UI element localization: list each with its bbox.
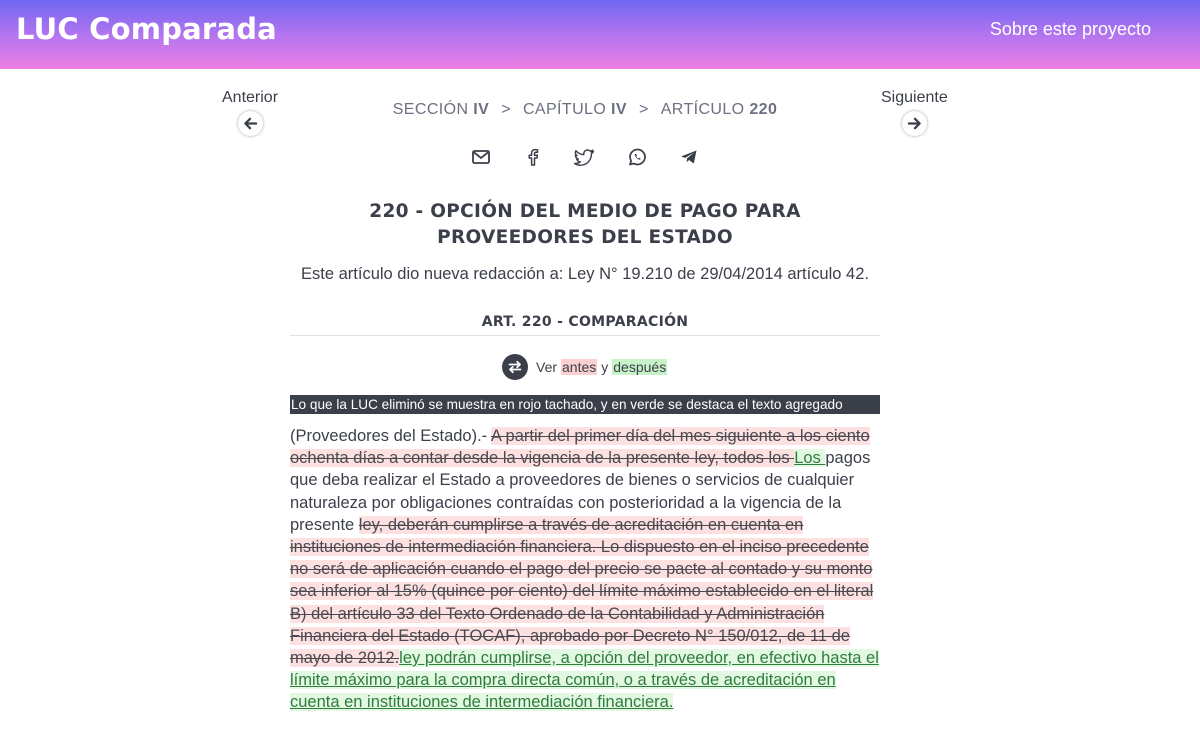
- view-toggle: [502, 354, 667, 380]
- breadcrumb-separator: >: [638, 101, 649, 118]
- comparison-text: [290, 425, 882, 714]
- previous-label[interactable]: Anterior: [222, 89, 279, 106]
- telegram-icon[interactable]: [678, 146, 700, 168]
- arrow-left-icon: [243, 116, 258, 131]
- previous-button[interactable]: [238, 111, 263, 136]
- next-label[interactable]: Siguiente: [881, 89, 948, 106]
- facebook-icon[interactable]: [522, 146, 544, 168]
- breadcrumb-section[interactable]: SECCIÓN IV: [392, 101, 490, 118]
- next-article-nav[interactable]: [881, 89, 948, 141]
- deleted-text: A partir del primer día del mes siguiente a los ciento ochenta días a contar desde la vigencia de la presente ley, todos los: [290, 427, 870, 468]
- toggle-prefix: Ver: [536, 359, 558, 375]
- view-after-link[interactable]: después: [613, 359, 667, 375]
- about-project-link[interactable]: Sobre este proyecto: [989, 19, 1151, 39]
- swap-view-button[interactable]: [502, 354, 528, 380]
- breadcrumb-chapter[interactable]: CAPÍTULO IV: [522, 101, 627, 118]
- top-header: [0, 0, 1200, 69]
- deleted-text: ley, deberán cumplirse a través de acreditación en cuenta en instituciones de intermediación financiera. Lo dispuesto en el inciso precedente no será de aplicación cuando el pago del precio se pacte al contado y su monto sea inferior al 15% (quince por ciento) del límite máximo establecido en el literal B) del artículo 33 del Texto Ordenado de la Contabilidad y Administración Financiera del Estado (TOCAF), aprobado por Decreto N° 150/012, de 11 de mayo de 2012.: [290, 515, 874, 668]
- inserted-text: Los: [794, 449, 826, 468]
- breadcrumb-separator: >: [501, 101, 511, 118]
- breadcrumb-article: ARTÍCULO 220: [660, 101, 778, 118]
- arrow-right-icon: [907, 116, 922, 131]
- diff-legend: Lo que la LUC eliminó se muestra en rojo tachado, y en verde se destaca el texto agregado: [290, 395, 880, 414]
- swap-arrows-icon: [506, 358, 524, 376]
- twitter-icon[interactable]: [574, 146, 596, 168]
- previous-article-nav[interactable]: [222, 89, 278, 141]
- article-title: 220 - OPCIÓN DEL MEDIO DE PAGO PARA PROVEEDORES DEL ESTADO: [369, 201, 801, 248]
- unchanged-text: (Proveedores del Estado).-: [290, 427, 491, 445]
- unchanged-text: pagos que deba realizar el Estado a proveedores de bienes o servicios de cualquier naturaleza por obligaciones contraídas con posterioridad a la vigencia de la presente: [290, 449, 871, 534]
- next-button[interactable]: [902, 111, 927, 136]
- comparison-heading: ART. 220 - COMPARACIÓN: [290, 314, 880, 336]
- inserted-text: ley podrán cumplirse, a opción del proveedor, en efectivo hasta el límite máximo para la compra directa común, o a través de acreditación en cuenta en instituciones de intermediación financiera.: [290, 649, 879, 712]
- share-bar: [470, 146, 700, 168]
- article-note: Este artículo dio nueva redacción a: Ley N° 19.210 de 29/04/2014 artículo 42.: [301, 265, 869, 283]
- brand-logo-link[interactable]: LUC Comparada: [16, 12, 277, 46]
- view-before-link[interactable]: antes: [562, 359, 597, 375]
- toggle-conjunction: y: [601, 359, 609, 375]
- whatsapp-icon[interactable]: [626, 146, 648, 168]
- breadcrumb: [290, 101, 880, 119]
- email-icon[interactable]: [470, 146, 492, 168]
